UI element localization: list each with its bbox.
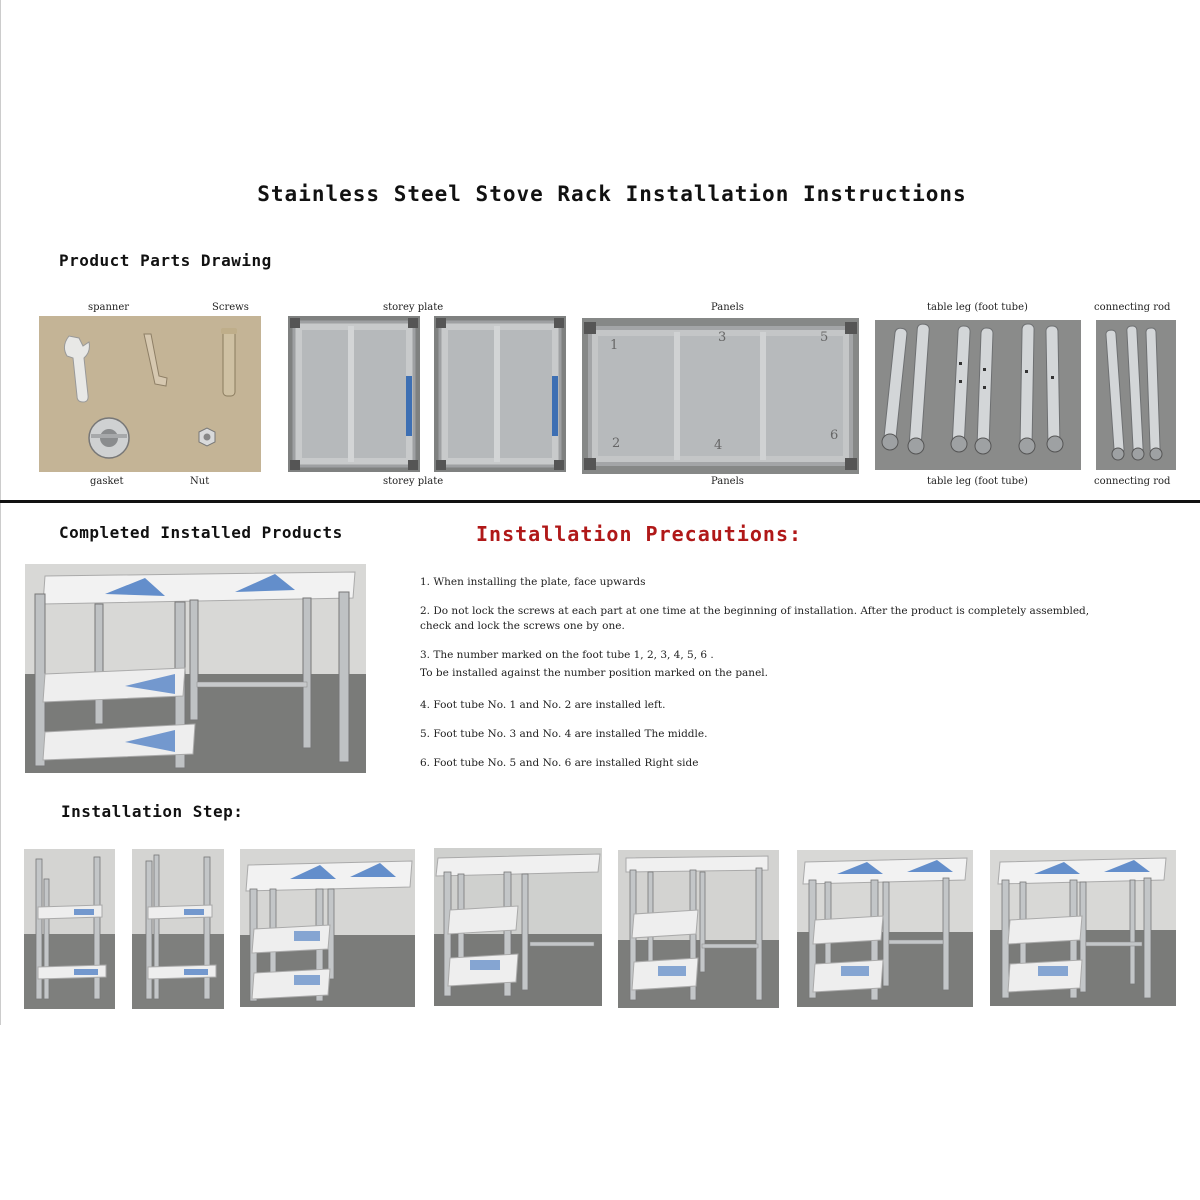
panels-photo	[582, 318, 859, 474]
step-photo-2	[132, 849, 224, 1009]
parts-heading: Product Parts Drawing	[59, 251, 272, 270]
caption-spanner: spanner	[88, 302, 130, 313]
precaution-item-4: 4. Foot tube No. 1 and No. 2 are installed left.	[420, 699, 666, 711]
caption-gasket: gasket	[90, 476, 124, 487]
caption-table-leg-bottom: table leg (foot tube)	[927, 476, 1028, 487]
panel-number-5: 5	[820, 330, 829, 345]
panel-number-1: 1	[610, 338, 619, 353]
storey-plate-photo-1	[288, 316, 420, 472]
storey-plate-photo-2	[434, 316, 566, 472]
step-photo-5	[618, 850, 779, 1008]
panel-number-4: 4	[714, 438, 723, 453]
section-divider	[0, 500, 1200, 503]
precaution-item-6: 6. Foot tube No. 5 and No. 6 are installed Right side	[420, 757, 699, 769]
precaution-item-5: 5. Foot tube No. 3 and No. 4 are installed The middle.	[420, 728, 708, 740]
panel-number-3: 3	[718, 330, 727, 345]
caption-panels-top: Panels	[711, 302, 744, 313]
caption-screws: Screws	[212, 302, 249, 313]
caption-table-leg-top: table leg (foot tube)	[927, 302, 1028, 313]
step-photo-7	[990, 850, 1176, 1006]
connecting-rod-photo	[1096, 320, 1176, 470]
document-title: Stainless Steel Stove Rack Installation Instructions	[257, 182, 967, 206]
completed-product-photo	[25, 564, 366, 773]
precautions-heading: Installation Precautions:	[476, 522, 803, 546]
caption-panels-bottom: Panels	[711, 476, 744, 487]
step-photo-4	[434, 848, 602, 1006]
precaution-item-2: 2. Do not lock the screws at each part at one time at the beginning of installation. After the product is completely assembled,	[420, 605, 1090, 617]
steps-heading: Installation Step:	[61, 802, 244, 821]
caption-connecting-rod-top: connecting rod	[1094, 302, 1171, 313]
table-leg-photo	[875, 320, 1081, 470]
precaution-item-3-cont: To be installed against the number position marked on the panel.	[420, 667, 768, 679]
step-photo-6	[797, 850, 973, 1007]
caption-connecting-rod-bottom: connecting rod	[1094, 476, 1171, 487]
step-photo-1	[24, 849, 115, 1009]
page-edge-line	[0, 0, 1, 1025]
caption-storey-plate-top: storey plate	[383, 302, 444, 313]
panel-number-2: 2	[612, 436, 621, 451]
precaution-item-3: 3. The number marked on the foot tube 1, 2, 3, 4, 5, 6 .	[420, 649, 714, 661]
precaution-item-1: 1. When installing the plate, face upwards	[420, 576, 646, 588]
hardware-photo	[39, 316, 261, 472]
precaution-item-2-cont: check and lock the screws one by one.	[420, 620, 625, 632]
caption-storey-plate-bottom: storey plate	[383, 476, 444, 487]
caption-nut: Nut	[190, 476, 210, 487]
completed-heading: Completed Installed Products	[59, 523, 343, 542]
panel-number-6: 6	[830, 428, 839, 443]
step-photo-3	[240, 849, 415, 1007]
